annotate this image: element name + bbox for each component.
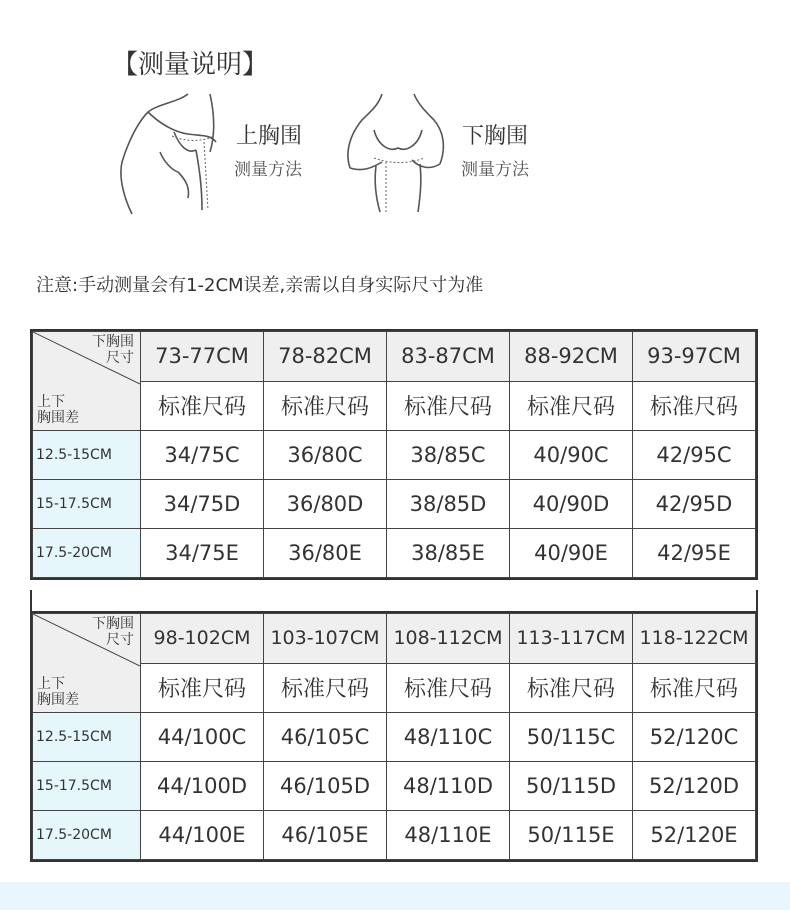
size-cell: 40/90E <box>510 529 633 578</box>
underbust-range-header: 98-102CM <box>141 614 264 664</box>
bust-difference-cell: 12.5-15CM <box>33 431 141 480</box>
underbust-range-header: 118-122CM <box>633 614 756 664</box>
standard-size-label: 标准尺码 <box>387 381 510 431</box>
underbust-range-header: 83-87CM <box>387 332 510 382</box>
corner-label-size: 尺寸 <box>106 632 134 648</box>
size-cell: 36/80D <box>264 480 387 529</box>
table-row <box>33 713 756 762</box>
upper-bust-label: 上胸围 <box>236 124 303 149</box>
size-cell: 34/75D <box>141 480 264 529</box>
size-cell: 34/75E <box>141 529 264 578</box>
size-cell: 38/85D <box>387 480 510 529</box>
size-cell: 46/105C <box>264 713 387 762</box>
footer-band <box>0 882 790 910</box>
size-cell: 38/85C <box>387 431 510 480</box>
table-row <box>33 480 756 529</box>
bust-difference-cell: 12.5-15CM <box>33 713 141 762</box>
size-cell: 52/120D <box>633 762 756 811</box>
standard-size-label: 标准尺码 <box>141 663 264 713</box>
size-cell: 36/80C <box>264 431 387 480</box>
size-cell: 48/110C <box>387 713 510 762</box>
size-cell: 44/100D <box>141 762 264 811</box>
size-table-1 <box>30 329 758 580</box>
size-cell: 52/120C <box>633 713 756 762</box>
size-cell: 36/80E <box>264 529 387 578</box>
underbust-range-header: 73-77CM <box>141 332 264 382</box>
corner-label-updown: 上下 <box>37 394 65 410</box>
size-cell: 42/95D <box>633 480 756 529</box>
size-cell: 46/105E <box>264 811 387 860</box>
lower-bust-illustration <box>340 90 452 215</box>
corner-label-underbust: 下胸围 <box>92 616 134 632</box>
upper-bust-illustration <box>118 92 230 217</box>
size-cell: 52/120E <box>633 811 756 860</box>
size-cell: 48/110D <box>387 762 510 811</box>
size-cell: 44/100E <box>141 811 264 860</box>
measurement-note: 注意:手动测量会有1-2CM误差,亲需以自身实际尺寸为准 <box>36 275 484 296</box>
size-cell: 50/115C <box>510 713 633 762</box>
table-row <box>33 811 756 860</box>
size-cell: 46/105D <box>264 762 387 811</box>
corner-label-underbust: 下胸围 <box>92 334 134 350</box>
table-row <box>33 762 756 811</box>
standard-size-label: 标准尺码 <box>264 663 387 713</box>
size-cell: 50/115D <box>510 762 633 811</box>
underbust-range-header: 113-117CM <box>510 614 633 664</box>
corner-label-size: 尺寸 <box>106 350 134 366</box>
lower-bust-label: 下胸围 <box>462 124 529 149</box>
size-cell: 50/115E <box>510 811 633 860</box>
standard-size-label: 标准尺码 <box>633 381 756 431</box>
size-table-2 <box>30 611 758 862</box>
bust-difference-cell: 15-17.5CM <box>33 480 141 529</box>
size-cell: 40/90C <box>510 431 633 480</box>
lower-bust-method-label: 测量方法 <box>461 160 529 180</box>
table-separator <box>30 590 758 612</box>
underbust-range-header: 108-112CM <box>387 614 510 664</box>
corner-label-bust-diff: 胸围差 <box>37 410 79 426</box>
corner-label-updown: 上下 <box>37 676 65 692</box>
underbust-range-header: 88-92CM <box>510 332 633 382</box>
standard-size-label: 标准尺码 <box>510 663 633 713</box>
underbust-range-header: 78-82CM <box>264 332 387 382</box>
size-cell: 42/95C <box>633 431 756 480</box>
page-title: 【测量说明】 <box>112 50 269 80</box>
size-cell: 44/100C <box>141 713 264 762</box>
underbust-range-header: 103-107CM <box>264 614 387 664</box>
upper-bust-method-label: 测量方法 <box>234 160 302 180</box>
standard-size-label: 标准尺码 <box>633 663 756 713</box>
standard-size-label: 标准尺码 <box>387 663 510 713</box>
size-cell: 38/85E <box>387 529 510 578</box>
table-corner-cell <box>33 614 141 713</box>
table-row <box>33 529 756 578</box>
standard-size-label: 标准尺码 <box>510 381 633 431</box>
table-row <box>33 431 756 480</box>
bust-difference-cell: 15-17.5CM <box>33 762 141 811</box>
standard-size-label: 标准尺码 <box>141 381 264 431</box>
bust-difference-cell: 17.5-20CM <box>33 529 141 578</box>
standard-size-label: 标准尺码 <box>264 381 387 431</box>
size-cell: 48/110E <box>387 811 510 860</box>
corner-label-bust-diff: 胸围差 <box>37 692 79 708</box>
size-cell: 42/95E <box>633 529 756 578</box>
size-cell: 34/75C <box>141 431 264 480</box>
table-corner-cell <box>33 332 141 431</box>
bust-difference-cell: 17.5-20CM <box>33 811 141 860</box>
size-cell: 40/90D <box>510 480 633 529</box>
underbust-range-header: 93-97CM <box>633 332 756 382</box>
